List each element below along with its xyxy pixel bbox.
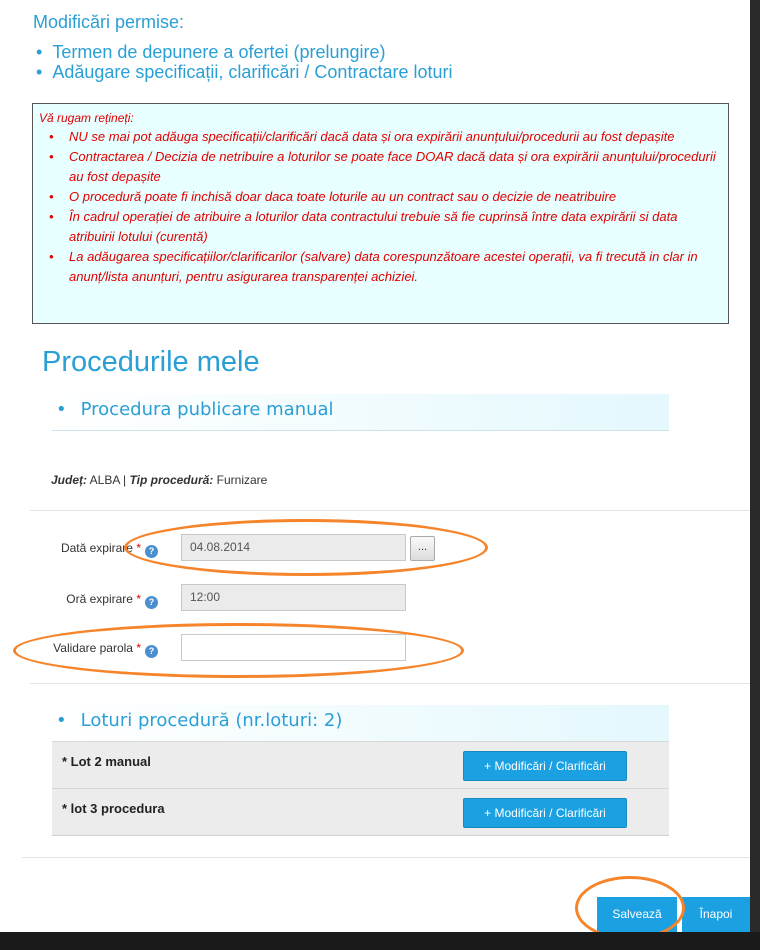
procedure-info (51, 473, 267, 487)
expiry-date-input[interactable]: 04.08.2014 (181, 534, 406, 561)
expiry-date-label (20, 541, 158, 558)
divider (30, 510, 750, 511)
window-edge (750, 0, 760, 950)
page-title: Procedurile mele (42, 346, 260, 378)
county-label: Județ: (51, 473, 87, 487)
back-button[interactable]: Înapoi (682, 897, 750, 932)
table-row (52, 741, 669, 788)
table-row (52, 788, 669, 835)
modification-item: • Adăugare specificații, clarificări / Contractare loturi (36, 62, 452, 82)
password-label-text: Validare parola (53, 641, 133, 655)
notice-item: • O procedură poate fi inchisă doar daca toate loturile au un contract sau o decizie de neatribuire (49, 187, 722, 207)
required-mark: * (136, 592, 141, 606)
expiry-time-input[interactable]: 12:00 (181, 584, 406, 611)
date-picker-button[interactable]: ... (410, 536, 435, 561)
required-mark: * (136, 641, 141, 655)
add-modifications-button[interactable]: + Modificări / Clarificări (463, 751, 627, 781)
expiry-date-label-text: Dată expirare (60, 541, 133, 555)
lots-section-title: • Loturi procedură (nr.loturi: 2) (56, 710, 342, 731)
add-modifications-button[interactable]: + Modificări / Clarificări (463, 798, 627, 828)
password-label (20, 641, 158, 658)
procedure-section-header (52, 394, 669, 431)
modification-item: • Termen de depunere a ofertei (prelungire) (36, 42, 452, 62)
modifications-list (36, 42, 452, 82)
required-mark: * (136, 541, 141, 555)
notice-box (32, 103, 729, 324)
notice-heading: Vă rugam rețineți: (39, 111, 134, 125)
window-edge (0, 932, 760, 950)
info-separator: | (123, 473, 127, 487)
notice-item: • Contractarea / Decizia de netribuire a loturilor se poate face DOAR dacă data și ora expirării anunțului/procedurii au fost depașite (49, 147, 722, 187)
expiry-time-label (20, 592, 158, 609)
notice-item: • În cadrul operației de atribuire a loturilor data contractului trebuie să fie cuprinsă între data expirării si data atribuirii lotului (curentă) (49, 207, 722, 247)
notice-list (39, 127, 722, 287)
modifications-title: Modificări permise: (33, 12, 185, 32)
divider (30, 683, 750, 684)
county-value: ALBA (89, 473, 120, 487)
procedure-section-title: • Procedura publicare manual (56, 399, 334, 420)
help-icon[interactable]: ? (145, 596, 158, 609)
divider (22, 857, 750, 858)
lots-section-header (52, 705, 669, 742)
help-icon[interactable]: ? (145, 645, 158, 658)
lot-name: * Lot 2 manual (62, 754, 151, 769)
lots-table (52, 741, 669, 836)
notice-item: • La adăugarea specificațiilor/clarificarilor (salvare) data corespunzătoare acestei operații, va fi trecută in clar in anunț/lista anunțuri, pentru asigurarea transparenței achiziei. (49, 247, 722, 287)
save-button[interactable]: Salvează (597, 897, 677, 932)
procedure-type-value: Furnizare (216, 473, 268, 487)
expiry-time-label-text: Oră expirare (66, 592, 133, 606)
procedure-type-label: Tip procedură: (129, 473, 214, 487)
lot-name: * lot 3 procedura (62, 801, 165, 816)
password-input[interactable] (181, 634, 406, 661)
help-icon[interactable]: ? (145, 545, 158, 558)
notice-item: • NU se mai pot adăuga specificații/clarificări dacă data și ora expirării anunțului/procedurii au fost depașite (49, 127, 722, 147)
